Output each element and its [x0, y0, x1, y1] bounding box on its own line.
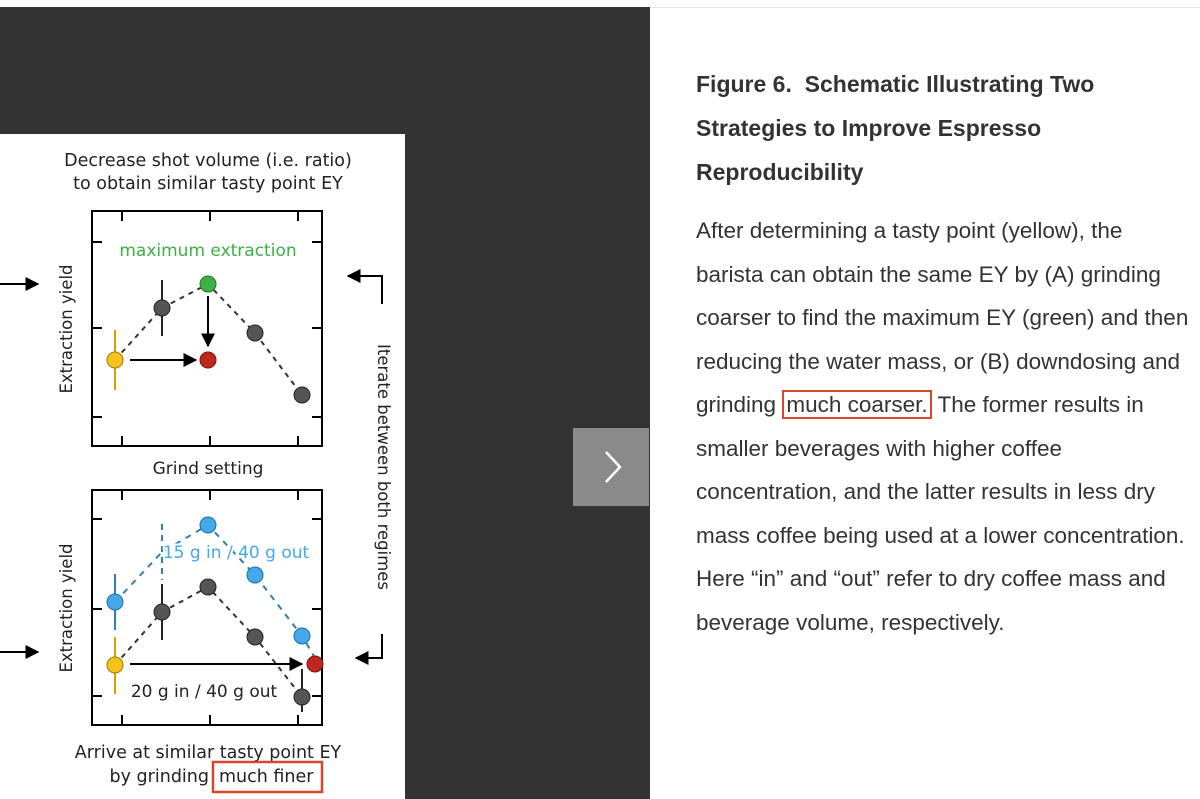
- caption-panel: [650, 0, 1200, 799]
- panel-b-point-gray-3: [247, 629, 263, 645]
- panel-a-point-gray: [154, 300, 170, 316]
- figure-number: Figure 6.: [696, 71, 792, 97]
- panel-b-blue-point-1: [107, 594, 123, 610]
- figure-title: [696, 62, 1156, 194]
- panel-a-point-yellow: [107, 352, 123, 368]
- caption-text-2: The former results in smaller beverages with higher coffee concentration, and the latter results in less dry mass coffee being used at a lower concentration. Here “in” and “out” refer to dry coffee mass and beverage volume, respectively.: [696, 392, 1185, 635]
- bottom-title-line-1: Arrive at similar tasty point EY: [74, 743, 342, 763]
- figure-title-text: Schematic Illustrating Two Strategies to Improve Espresso Reproducibility: [696, 71, 1095, 185]
- panel-b-black-curve: [115, 587, 302, 697]
- figure-schematic: [0, 134, 405, 799]
- panel-b-point-gray-1: [154, 604, 170, 620]
- panel-b-point-yellow: [107, 657, 123, 673]
- figure-caption: [696, 209, 1196, 644]
- chevron-right-icon: [573, 428, 649, 506]
- viewer-top-border: [0, 0, 650, 7]
- bottom-title-line-2-highlight: much finer: [219, 767, 314, 787]
- next-image-button[interactable]: [573, 428, 649, 506]
- panel-b-point-gray-2: [200, 579, 216, 595]
- figure-image: [0, 134, 405, 799]
- panel-b-point-red: [307, 656, 323, 672]
- panel-b-blue-point-3: [247, 567, 263, 583]
- panel-b-blue-label: 15 g in / 40 g out: [162, 543, 310, 563]
- panel-a-label: maximum extraction: [119, 241, 297, 261]
- panel-a-point-gray-2: [247, 325, 263, 341]
- panel-a-y-label: Extraction yield: [57, 264, 76, 394]
- panel-b-point-gray-4: [294, 689, 310, 705]
- top-title-line-1: Decrease shot volume (i.e. ratio): [64, 151, 352, 171]
- panel-b-black-label: 20 g in / 40 g out: [130, 682, 278, 702]
- panel-b-blue-point-2: [200, 517, 216, 533]
- panel-a-x-label: Grind setting: [152, 459, 264, 479]
- caption-top-border: [650, 7, 1200, 8]
- caption-highlight: much coarser.: [782, 390, 931, 419]
- panel-b-y-label: Extraction yield: [57, 543, 76, 673]
- panel-b-blue-point-4: [294, 628, 310, 644]
- panel-a-point-gray-3: [294, 387, 310, 403]
- panel-a-point-green: [200, 276, 216, 292]
- top-title-line-2: to obtain similar tasty point EY: [73, 174, 343, 194]
- panel-a-point-red: [200, 352, 216, 368]
- bottom-title-line-2-prefix: by grinding: [109, 767, 209, 787]
- iterate-label: Iterate between both regimes: [374, 343, 393, 591]
- caption-text-1: After determining a tasty point (yellow), the barista can obtain the same EY by (A) grinding coarser to find the maximum EY (green) and then reducing the water mass, or (B) downdosing and grinding: [696, 218, 1189, 417]
